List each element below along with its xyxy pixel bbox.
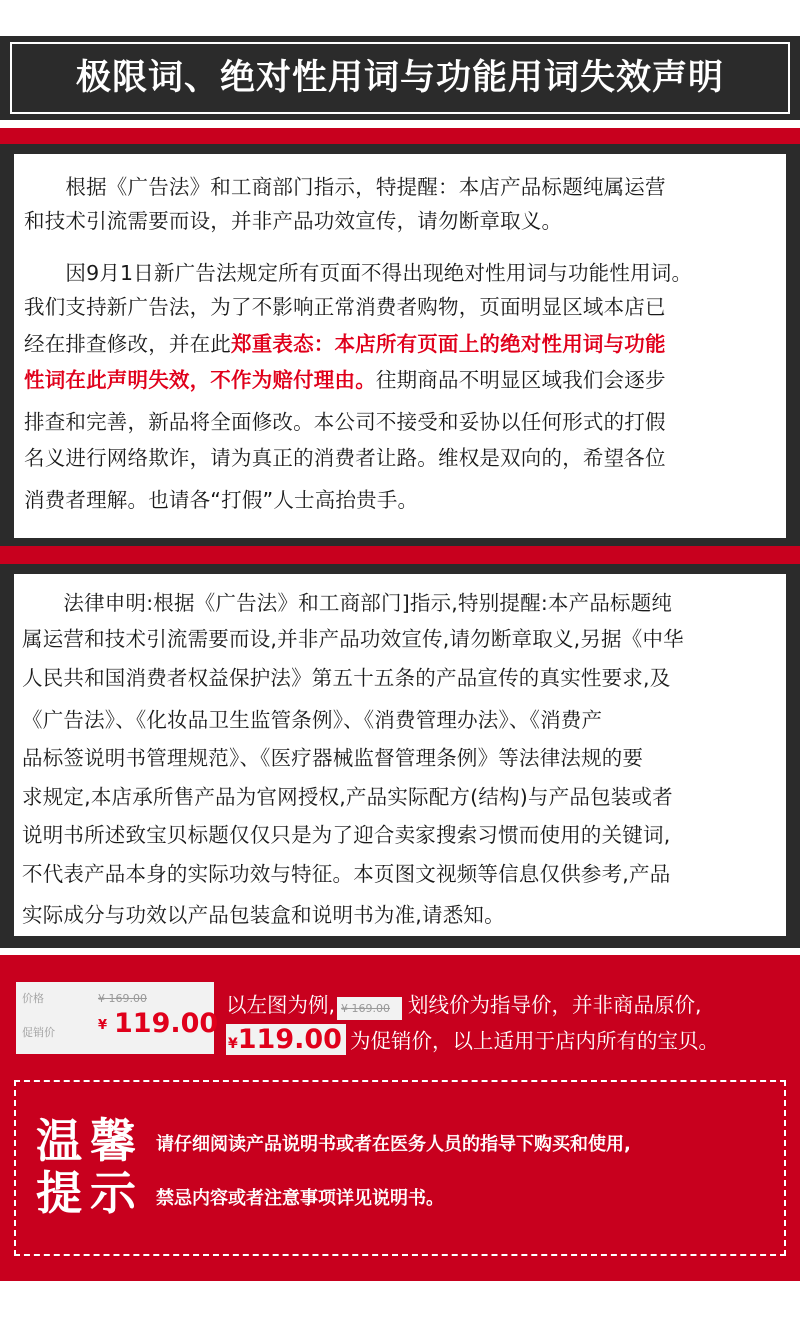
tip-line-2: 禁忌内容或者注意事项详见说明书。 bbox=[156, 1188, 444, 1209]
notice-2-line-9: 实际成分与功效以产品包装盒和说明书为准,请悉知。 bbox=[22, 903, 505, 927]
notice-1-line-3: 因9月1日新广告法规定所有页面不得出现绝对性用词与功能性用词。 bbox=[24, 261, 693, 285]
notice-1-line-8: 名义进行网络欺诈，请为真正的消费者让路。维权是双向的，希望各位 bbox=[24, 446, 666, 470]
notice-2-line-1: 法律申明:根据《广告法》和工商部门]指示,特别提醒:本产品标题纯 bbox=[22, 591, 673, 615]
tip-char-3: 提 bbox=[36, 1166, 82, 1220]
page-title: 极限词、绝对性用词与功能用词失效声明 bbox=[75, 58, 724, 98]
tip-char-1: 温 bbox=[36, 1114, 82, 1168]
tip-char-2: 馨 bbox=[90, 1114, 136, 1168]
price-label: 价格 bbox=[22, 992, 44, 1005]
price-explain-guide: 划线价为指导价，并非商品原价, bbox=[408, 993, 702, 1017]
notice-1-line-4: 我们支持新广告法，为了不影响正常消费者购物，页面明显区域本店已 bbox=[24, 295, 666, 319]
promo-price: 119.00 bbox=[114, 1008, 219, 1039]
notice-1-line-6 bbox=[24, 363, 666, 397]
notice-1-line-5 bbox=[24, 327, 666, 361]
notice-2-line-2: 属运营和技术引流需要而设,并非产品功效宣传,请勿断章取义,另据《中华 bbox=[22, 627, 684, 651]
tip-line-1: 请仔细阅读产品说明书或者在医务人员的指导下购买和使用, bbox=[156, 1134, 631, 1155]
notice-1-line-6-text: 往期商品不明显区域我们会逐步 bbox=[375, 368, 666, 392]
promo-price-label: 促销价 bbox=[22, 1026, 55, 1039]
divider-red-bar-2 bbox=[0, 546, 800, 564]
solemn-statement-part-2: 性词在此声明失效，不作为赔付理由。 bbox=[24, 368, 376, 392]
price-explain-promo: 为促销价，以上适用于店内所有的宝贝。 bbox=[349, 1029, 719, 1053]
original-price: ¥ 169.00 bbox=[98, 992, 147, 1005]
strikethrough-price-tag: ¥ 169.00 bbox=[337, 997, 402, 1020]
notice-2-line-7: 说明书所述致宝贝标题仅仅只是为了迎合卖家搜索习惯而使用的关键词, bbox=[22, 823, 671, 847]
price-explain-line-2 bbox=[226, 1024, 719, 1055]
notice-1-line-5-text: 经在排查修改，并在此 bbox=[24, 332, 231, 356]
price-explain-prefix: 以左图为例, bbox=[226, 993, 336, 1017]
divider-red-bar bbox=[0, 128, 800, 144]
tip-char-4: 示 bbox=[90, 1166, 136, 1220]
promo-tag-price: 119.00 bbox=[237, 1024, 342, 1055]
notice-1-line-7: 排查和完善，新品将全面修改。本公司不接受和妥协以任何形式的打假 bbox=[24, 410, 666, 434]
notice-2-line-6: 求规定,本店承所售产品为官网授权,产品实际配方(结构)与产品包装或者 bbox=[22, 785, 673, 809]
solemn-statement-part-1: 郑重表态：本店所有页面上的绝对性用词与功能 bbox=[231, 332, 666, 356]
promo-price-tag bbox=[226, 1024, 346, 1055]
notice-2-line-8: 不代表产品本身的实际功效与特征。本页图文视频等信息仅供参考,产品 bbox=[22, 862, 671, 886]
promo-tag-currency: ¥ bbox=[228, 1036, 238, 1052]
notice-1-line-9: 消费者理解。也请各“打假”人士高抬贵手。 bbox=[24, 488, 419, 512]
price-explain-line-1 bbox=[226, 988, 702, 1020]
notice-2-line-3: 人民共和国消费者权益保护法》第五十五条的产品宣传的真实性要求,及 bbox=[22, 666, 671, 690]
notice-2-line-5: 品标签说明书管理规范》、《医疗器械监督管理条例》等法律法规的要 bbox=[22, 746, 644, 770]
promo-currency-symbol: ¥ bbox=[98, 1018, 108, 1033]
notice-1-line-1: 根据《广告法》和工商部门指示，特提醒：本店产品标题纯属运营 bbox=[24, 175, 666, 199]
notice-2-line-4: 《广告法》、《化妆品卫生监管条例》、《消费管理办法》、《消费产 bbox=[22, 708, 603, 732]
notice-1-line-2: 和技术引流需要而设，并非产品功效宣传，请勿断章取义。 bbox=[24, 209, 563, 233]
